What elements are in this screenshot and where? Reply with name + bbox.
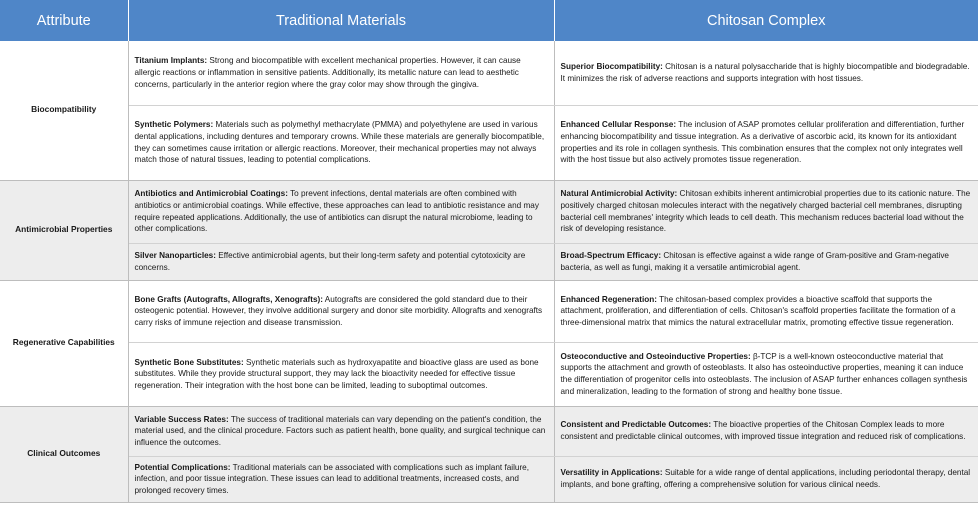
- cell-label: Consistent and Predictable Outcomes:: [560, 420, 712, 430]
- traditional-cell: [128, 243, 554, 280]
- cell-text: The bioactive properties of the Chitosan Complex leads to more consistent and predictable clinical outcomes, with improved tissue integration and reduced risk of complications.: [560, 420, 966, 441]
- cell-text: To prevent infections, dental materials are often combined with antibiotics or antimicrobial coatings. While effective, these approaches can lead to antibiotic resistance and may require repeated applications. Additionally, the use of antibiotics can disrupt the natural microbiome, leading to other complications.: [134, 189, 539, 234]
- attribute-cell: Antimicrobial Properties: [0, 180, 128, 280]
- cell-text: The success of traditional materials can vary depending on the patient's condition, the material used, and the clinical procedure. Factors such as patient health, bone quality, and surgical technique can influence the outcomes.: [134, 414, 546, 447]
- cell-text: Traditional materials can be associated with complications such as implant failure, infection, and poor tissue integration. These issues can lead to additional treatments, increased costs, and prolonged recovery times.: [134, 462, 530, 495]
- cell-text: Chitosan is effective against a wide range of Gram-positive and Gram-negative bacteria, as well as fungi, making it a versatile antimicrobial agent.: [560, 250, 949, 272]
- cell-label: Natural Antimicrobial Activity:: [560, 189, 678, 199]
- chitosan-cell: [554, 456, 978, 502]
- traditional-cell: [128, 280, 554, 342]
- traditional-cell: [128, 180, 554, 243]
- cell-text: Synthetic materials such as hydroxyapatite and bioactive glass are used as bone substitutes. While they provide structural support, they may lack the bioactivity needed for effective tissue regeneration. Their integration with the host bone can be limited, leading to suboptimal outcomes.: [134, 357, 539, 390]
- table-row: [0, 342, 978, 406]
- cell-label: Osteoconductive and Osteoinductive Properties:: [560, 351, 751, 361]
- cell-label: Potential Complications:: [134, 462, 231, 472]
- cell-label: Titanium Implants:: [134, 56, 208, 66]
- cell-text: Chitosan exhibits inherent antimicrobial properties due to its cationic nature. The positively charged chitosan molecules interact with the negatively charged bacterial cell membranes, disrupting bacterial cell membranes' integrity which leads to cell death. This mechanism reduces bacterial load without the risk of developing resistance.: [560, 189, 971, 234]
- traditional-cell: [128, 105, 554, 180]
- cell-text: The inclusion of ASAP promotes cellular proliferation and differentiation, further enhancing biocompatibility and tissue integration. As a derivative of ascorbic acid, its known for its antioxidant properties and its role in collagen synthesis. This combination ensures that the complex not only integrates well with the host tissue but also actively promotes tissue regeneration.: [560, 120, 965, 165]
- attribute-cell: Biocompatibility: [0, 41, 128, 180]
- cell-label: Bone Grafts (Autografts, Allografts, Xenografts):: [134, 294, 323, 304]
- cell-text: Autografts are considered the gold standard due to their osteogenic potential. However, they involve additional surgery and donor site morbidity. Allografts and xenografts carry risks of immune rejection and disease transmission.: [134, 294, 543, 327]
- traditional-cell: [128, 456, 554, 502]
- cell-text: Chitosan is a natural polysaccharide that is highly biocompatible and biodegradable. It minimizes the risk of adverse reactions and supports integration with host tissues.: [560, 62, 970, 83]
- cell-label: Silver Nanoparticles:: [134, 250, 216, 260]
- traditional-cell: [128, 342, 554, 406]
- header-traditional-materials: Traditional Materials: [128, 0, 554, 41]
- cell-label: Broad-Spectrum Efficacy:: [560, 250, 662, 260]
- table-row: [0, 41, 978, 105]
- cell-label: Antibiotics and Antimicrobial Coatings:: [134, 189, 288, 199]
- cell-label: Enhanced Cellular Response:: [560, 120, 677, 130]
- table-row: [0, 180, 978, 243]
- cell-text: Materials such as polymethyl methacrylate (PMMA) and polyethylene are used in various dental applications, including dentures and temporary crowns. While these materials are generally biocompatible, they can sometimes cause irritation or allergic reactions. Moreover, their mechanical properties may not always match those of natural tissues, leading to potential complications.: [134, 120, 545, 165]
- table-row: [0, 456, 978, 502]
- table-row: [0, 406, 978, 456]
- traditional-cell: [128, 41, 554, 105]
- cell-text: Effective antimicrobial agents, but their long-term safety and potential cytotoxicity are concerns.: [134, 250, 526, 272]
- table-row: [0, 280, 978, 342]
- chitosan-cell: [554, 105, 978, 180]
- cell-text: Strong and biocompatible with excellent mechanical properties. However, it can cause allergic reactions or inflammation in sensitive patients. Additionally, its metallic nature can lead to aesthetic concerns, particularly in the anterior region where the gray color may show through the gingiva.: [134, 56, 521, 89]
- cell-label: Synthetic Polymers:: [134, 120, 214, 130]
- header-attribute: Attribute: [0, 0, 128, 41]
- cell-label: Enhanced Regeneration:: [560, 294, 657, 304]
- attribute-cell: Regenerative Capabilities: [0, 280, 128, 406]
- chitosan-cell: [554, 243, 978, 280]
- cell-label: Versatility in Applications:: [560, 468, 663, 478]
- table-row: [0, 243, 978, 280]
- chitosan-cell: [554, 342, 978, 406]
- header-chitosan-complex: Chitosan Complex: [554, 0, 978, 41]
- chitosan-cell: [554, 280, 978, 342]
- cell-label: Superior Biocompatibility:: [560, 62, 663, 72]
- cell-text: The chitosan-based complex provides a bioactive scaffold that supports the attachment, proliferation, and differentiation of cells. Chitosan's scaffold properties facilitate the formation of a three-dimensional matrix that mimics the natural extracellular matrix, promoting effective tissue regeneration.: [560, 294, 956, 327]
- chitosan-cell: [554, 41, 978, 105]
- cell-text: β-TCP is a well-known osteoconductive material that supports the attachment and growth of osteoblasts. It also has osteoinductive properties, meaning it can induce the differentiation of progenitor cells into osteoblasts. The inclusion of ASAP further enhances collagen synthesis and mineralization, leading to the formation of strong and healthy bone tissue.: [560, 351, 968, 396]
- cell-label: Synthetic Bone Substitutes:: [134, 357, 244, 367]
- traditional-cell: [128, 406, 554, 456]
- chitosan-cell: [554, 406, 978, 456]
- cell-label: Variable Success Rates:: [134, 414, 229, 424]
- cell-text: Suitable for a wide range of dental applications, including periodontal therapy, dental implants, and bone grafting, offering a comprehensive solution for various clinical needs.: [560, 468, 971, 489]
- header-row: [0, 0, 978, 41]
- attribute-cell: Clinical Outcomes: [0, 406, 128, 502]
- chitosan-cell: [554, 180, 978, 243]
- table-row: [0, 105, 978, 180]
